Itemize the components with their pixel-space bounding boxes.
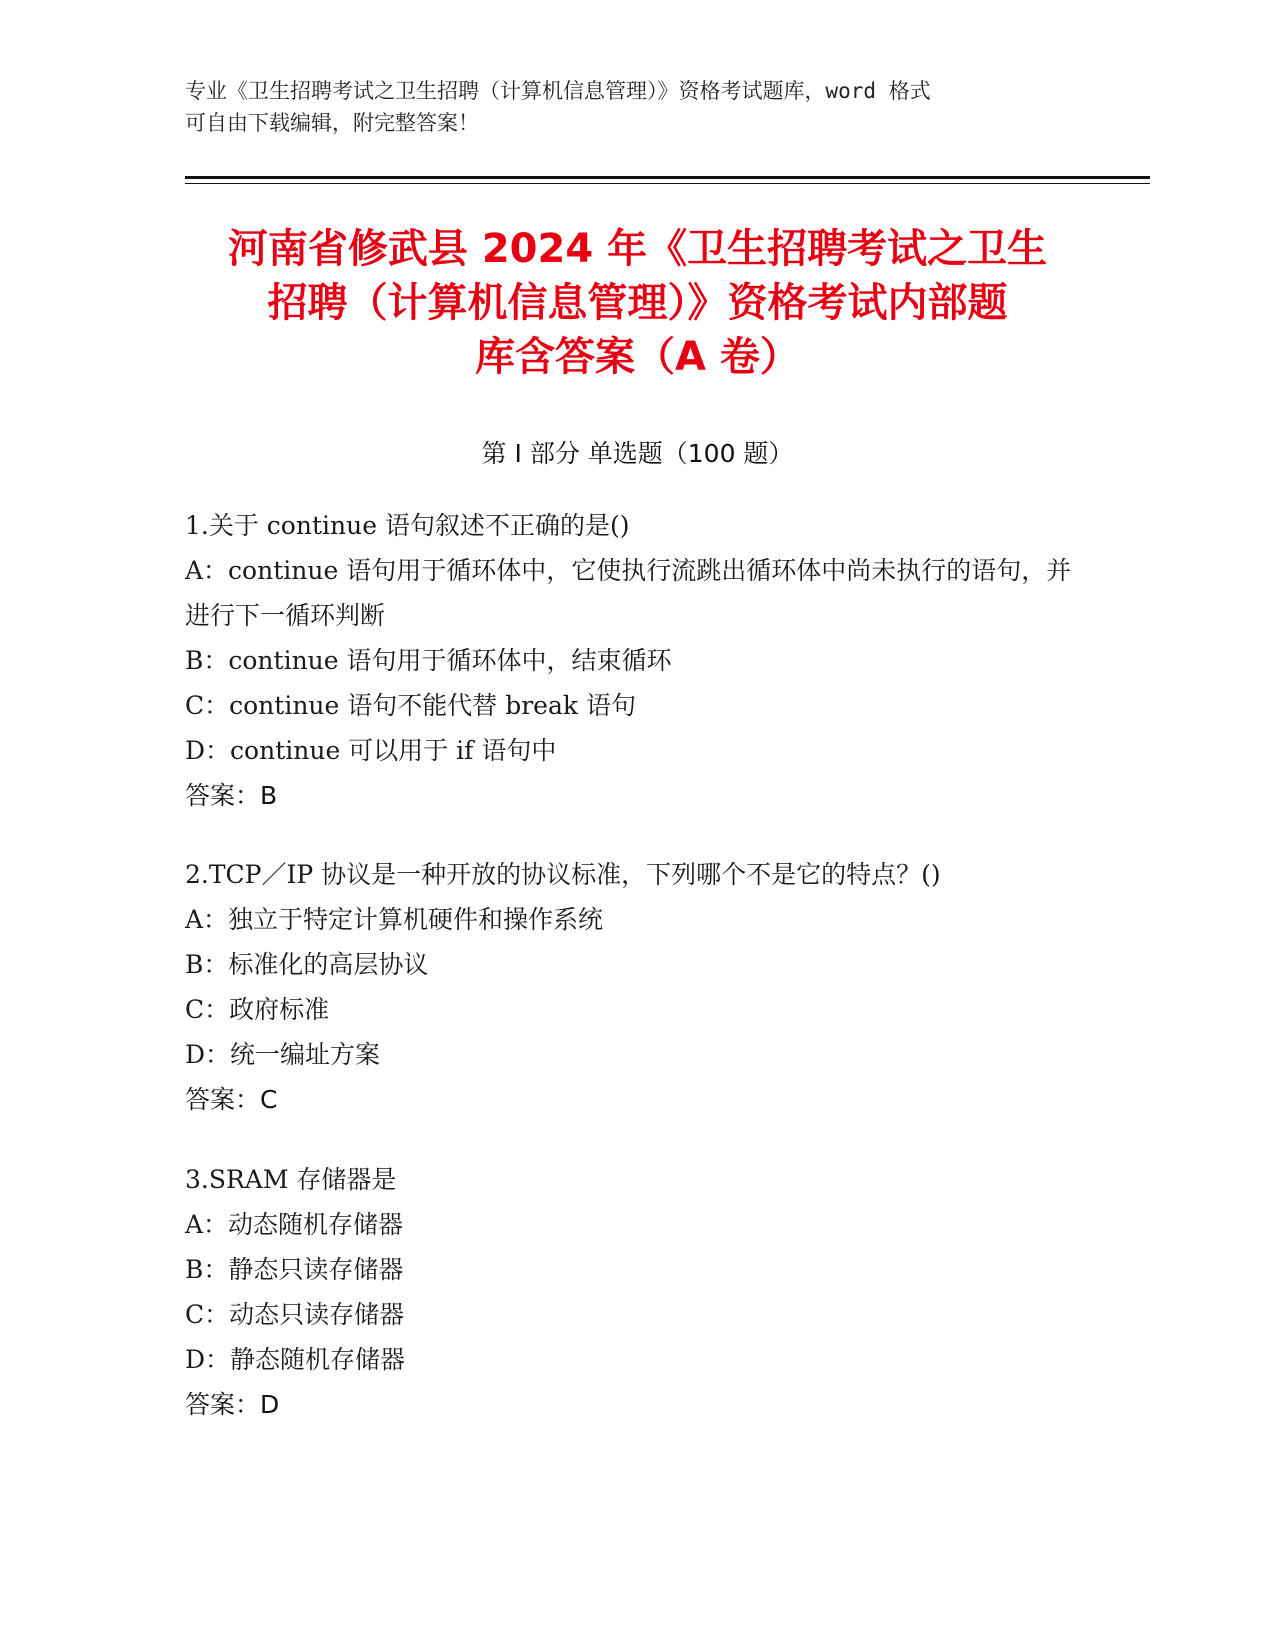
question-1 [185,503,1085,818]
question-option-a: A：continue 语句用于循环体中，它使执行流跳出循环体中尚未执行的语句，并进行下一循环判断 [185,556,1072,630]
document-title-line-3: 库含答案（A 卷） [475,334,800,380]
header-note-line-1: 专业《卫生招聘考试之卫生招聘（计算机信息管理）》资格考试题库，word 格式 [185,79,931,103]
question-answer: 答案：D [185,1390,280,1419]
question-option-b: B：continue 语句用于循环体中，结束循环 [185,646,672,675]
question-option-d: D：静态随机存储器 [185,1345,406,1374]
question-answer: 答案：B [185,781,278,810]
question-3 [185,1157,1085,1427]
header-note-line-2: 可自由下载编辑，附完整答案！ [185,111,479,135]
question-option-b: B：标准化的高层协议 [185,950,429,979]
document-title-line-1: 河南省修武县 2024 年《卫生招聘考试之卫生 [227,226,1048,272]
section-title: 第 I 部分 单选题（100 题） [481,439,794,468]
question-2 [185,852,1085,1122]
document-title-line-2: 招聘（计算机信息管理）》资格考试内部题 [267,280,1008,326]
question-stem: 1.关于 continue 语句叙述不正确的是() [185,511,630,540]
header-note [185,75,1065,139]
question-option-d: D：统一编址方案 [185,1040,381,1069]
question-stem: 2.TCP／IP 协议是一种开放的协议标准，下列哪个不是它的特点？() [185,860,941,889]
question-option-a: A：动态随机存储器 [185,1210,404,1239]
question-option-d: D：continue 可以用于 if 语句中 [185,736,557,765]
question-option-c: C：continue 语句不能代替 break 语句 [185,691,636,720]
question-option-b: B：静态只读存储器 [185,1255,404,1284]
header-divider-thick [185,176,1150,179]
question-option-a: A：独立于特定计算机硬件和操作系统 [185,905,604,934]
question-stem: 3.SRAM 存储器是 [185,1165,397,1194]
document-title [150,222,1125,384]
question-option-c: C：政府标准 [185,995,330,1024]
question-option-c: C：动态只读存储器 [185,1300,405,1329]
question-answer: 答案：C [185,1085,278,1114]
header-divider-thin [185,183,1150,184]
